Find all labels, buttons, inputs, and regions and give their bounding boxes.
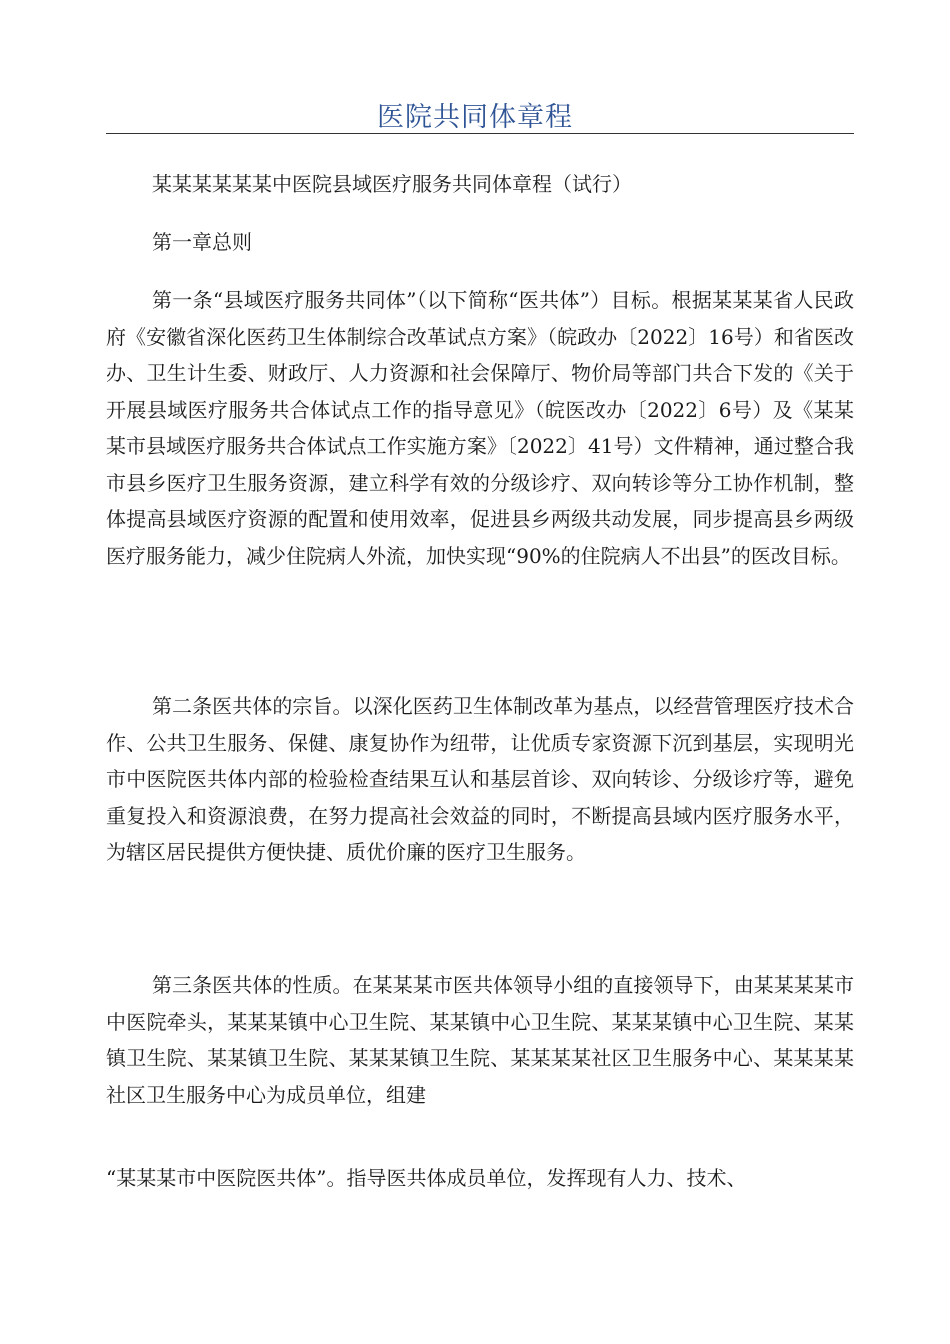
article-1-paragraph: 第一条“县域医疗服务共同体”（以下简称“医共体”）目标。根据某某某省人民政府《安徽省深化医药卫生体制综合改革试点方案》（皖政办〔2022〕16号）和省医改办、卫生计生委、财政厅、人力资源和社会保障厅、物价局等部门共合下发的《关于开展县域医疗服务共合体试点工作的指导意见》（皖医改办〔2022〕6号）及《某某某市县域医疗服务共合体试点工作实施方案》〔2022〕41号）文件精神，通过整合我市县乡医疗卫生服务资源，建立科学有效的分级诊疗、双向转诊等分工协作机制，整体提高县域医疗资源的配置和使用效率，促进县乡两级共动发展，同步提高县乡两级医疗服务能力，减少住院病人外流，加快实现“90%的住院病人不出县”的医改目标。 xyxy=(106,288,854,568)
document-subtitle: 某某某某某某中医院县域医疗服务共同体章程（试行） xyxy=(152,172,632,196)
chapter-heading: 第一章总则 xyxy=(152,230,252,254)
title-underline xyxy=(106,133,854,134)
article-3-continuation: “某某某市中医院医共体”。指导医共体成员单位，发挥现有人力、技术、 xyxy=(106,1166,747,1190)
document-title: 医院共同体章程 xyxy=(377,102,573,133)
article-3-paragraph: 第三条医共体的性质。在某某某市医共体领导小组的直接领导下，由某某某某市中医院牵头，某某某镇中心卫生院、某某镇中心卫生院、某某某镇中心卫生院、某某镇卫生院、某某镇卫生院、某某某镇卫生院、某某某某社区卫生服务中心、某某某某社区卫生服务中心为成员单位，组建 xyxy=(106,973,854,1107)
article-2-paragraph: 第二条医共体的宗旨。以深化医药卫生体制改革为基点，以经营管理医疗技术合作、公共卫生服务、保健、康复协作为纽带，让优质专家资源下沉到基层，实现明光市中医院医共体内部的检验检查结果互认和基层首诊、双向转诊、分级诊疗等，避免重复投入和资源浪费，在努力提高社会效益的同时，不断提高县域内医疗服务水平，为辖区居民提供方便快捷、质优价廉的医疗卫生服务。 xyxy=(106,694,854,864)
